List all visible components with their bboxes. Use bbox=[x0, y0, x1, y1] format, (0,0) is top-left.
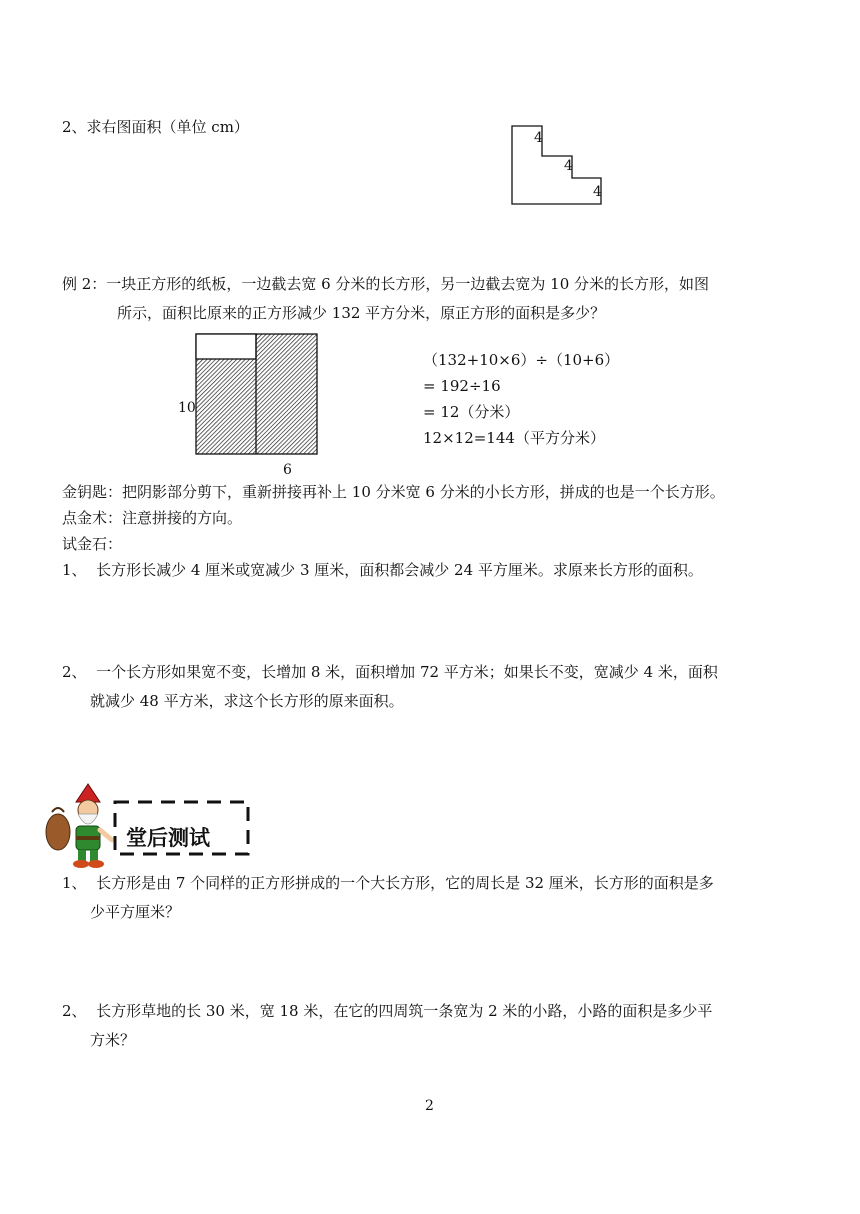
example-2-line-1: 例 2：一块正方形的纸板，一边截去宽 6 分米的长方形，另一边截去宽为 10 分米的长方形，如图 bbox=[62, 275, 710, 293]
solution-step: （132+10×6）÷（10+6） bbox=[423, 351, 620, 369]
example-2-line-2: 所示，面积比原来的正方形减少 132 平方分米，原正方形的面积是多少？ bbox=[117, 304, 606, 322]
square-cut-figure bbox=[170, 328, 330, 478]
staircase-label: 4 bbox=[564, 158, 573, 174]
practice-item bbox=[62, 658, 807, 716]
staircase-figure bbox=[505, 120, 615, 210]
test-text-continued: 方米？ bbox=[90, 1031, 136, 1049]
staircase-label: 4 bbox=[534, 130, 543, 146]
tip-text: 点金术：注意拼接的方向。 bbox=[62, 509, 243, 527]
golden-key-text: 金钥匙：把阴影部分剪下，重新拼接再补上 10 分米宽 6 分米的小长方形，拼成的也是一个长方形。 bbox=[62, 483, 725, 501]
solution-step: 12×12=144（平方分米） bbox=[423, 429, 605, 447]
page-number: 2 bbox=[425, 1098, 434, 1114]
solution-step: = 192÷16 bbox=[423, 377, 501, 395]
test-text: 长方形是由 7 个同样的正方形拼成的一个大长方形，它的周长是 32 厘米，长方形的面积是多 bbox=[96, 874, 714, 892]
practice-number: 2、 bbox=[62, 663, 87, 681]
test-number: 2、 bbox=[62, 1002, 87, 1020]
practice-text-continued: 就减少 48 平方米，求这个长方形的原来面积。 bbox=[90, 692, 404, 710]
test-number: 1、 bbox=[62, 874, 87, 892]
practice-text: 一个长方形如果宽不变，长增加 8 米，面积增加 72 平方米；如果长不变，宽减少 4 米，面积 bbox=[96, 663, 718, 681]
elf-mascot-icon bbox=[44, 782, 122, 870]
figure-bottom-label: 6 bbox=[283, 462, 292, 478]
section-banner-title: 堂后测试 bbox=[126, 826, 210, 850]
practice-number: 1、 bbox=[62, 561, 87, 579]
golden-key-block bbox=[62, 479, 807, 557]
test-item bbox=[62, 997, 807, 1055]
practice-item bbox=[62, 556, 807, 585]
practice-title: 试金石： bbox=[62, 535, 123, 553]
solution-step: = 12（分米） bbox=[423, 403, 520, 421]
solution-steps bbox=[423, 347, 619, 451]
test-text: 长方形草地的长 30 米，宽 18 米，在它的四周筑一条宽为 2 米的小路，小路的面积是多少平 bbox=[96, 1002, 713, 1020]
example-2 bbox=[62, 270, 807, 328]
practice-text: 长方形长减少 4 厘米或宽减少 3 厘米，面积都会减少 24 平方厘米。求原来长方形的面积。 bbox=[96, 561, 703, 579]
figure-left-label: 10 bbox=[178, 400, 196, 416]
test-item bbox=[62, 869, 807, 927]
test-text-continued: 少平方厘米？ bbox=[90, 903, 181, 921]
staircase-label: 4 bbox=[593, 184, 602, 200]
question-2-heading: 2、求右图面积（单位 cm） bbox=[62, 118, 249, 136]
